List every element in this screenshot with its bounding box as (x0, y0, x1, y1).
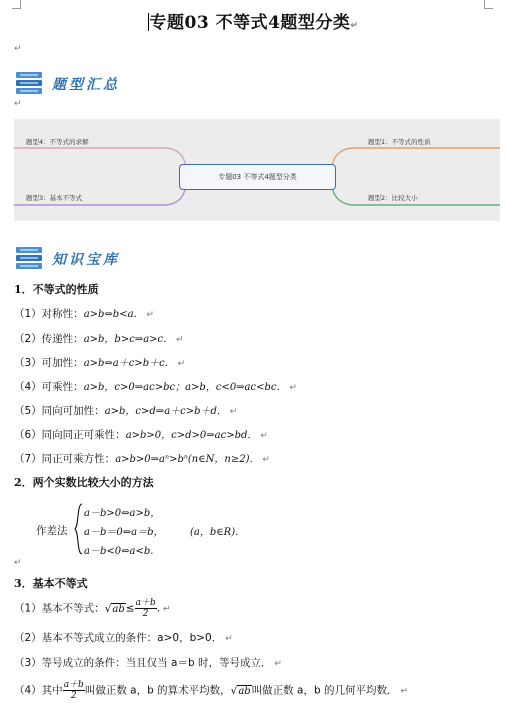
item-text: 叫做正数 a，b 的几何平均数． (251, 684, 398, 697)
case-line: a－b＝0⇔a＝b， (84, 527, 164, 538)
radicand: ab (238, 685, 251, 697)
list-item (14, 378, 297, 394)
text-cursor (148, 13, 149, 31)
item-label: （7）同正可乘方性： (14, 453, 116, 465)
mindmap-diagram (14, 119, 500, 221)
item-expr: a>b，c>d⇒a＋c>b＋d． (104, 406, 227, 417)
item-label: （6）同向同正可乘性： (14, 429, 126, 441)
paragraph-mark-icon: ↵ (174, 359, 186, 369)
item-expr: a>b>0⇒aⁿ>bⁿ(n∈N，n≥2)． (115, 454, 260, 465)
item-expr: a>b⇔b<a． (83, 309, 144, 320)
item-label: （5）同向可加性： (14, 405, 105, 417)
list-item (14, 402, 237, 418)
banner-label: 题型汇总 (52, 77, 120, 93)
item-expr: a>b⇔a＋c>b＋c． (83, 358, 175, 369)
item-text: （2）基本不等式成立的条件：a>0，b>0． (14, 632, 223, 644)
list-item (14, 655, 282, 670)
list-item (14, 330, 184, 346)
sqrt-expr: √ab (104, 602, 125, 615)
paragraph-mark-icon: ↵ (14, 558, 22, 568)
radicand: ab (112, 603, 125, 615)
item-text: 叫做正数 a，b 的算术平均数， (84, 684, 231, 697)
banner-label: 知识宝库 (52, 252, 120, 268)
item-expr: a>b，c>0⇒ac>bc；a>b，c<0⇒ac<bc． (83, 382, 287, 393)
books-stack-icon (14, 245, 46, 271)
list-item (14, 354, 185, 370)
section-banner-knowledge (14, 245, 214, 273)
item-label: （3）可加性： (14, 357, 84, 369)
mindmap-leaf-type4: 题型4：不等式的求解 (26, 138, 89, 146)
item-expr: a>b>0，c>d>0⇒ac>bd． (125, 430, 258, 441)
paragraph-mark-icon: ↵ (14, 99, 22, 109)
fraction (135, 598, 157, 619)
list-item (14, 598, 170, 619)
item-label: （4）可乘性： (14, 381, 84, 393)
paragraph-mark-icon: ↵ (14, 44, 22, 54)
mindmap-leaf-type1: 题型1：不等式的性质 (368, 138, 431, 146)
section-banner-summary (14, 70, 214, 98)
books-stack-icon (14, 70, 46, 96)
section2-heading: 2．两个实数比较大小的方法 (14, 476, 154, 489)
list-item (14, 305, 154, 321)
list-item (14, 426, 268, 442)
paragraph-mark-icon: ↵ (222, 634, 233, 644)
fraction-denominator: 2 (70, 691, 77, 701)
paragraph-mark-icon: ↵ (143, 310, 154, 320)
paragraph-mark-icon: ↵ (160, 604, 171, 615)
fraction-numerator: a＋b (63, 680, 84, 690)
paragraph-mark-icon: ↵ (259, 455, 270, 465)
sqrt-expr: √ab (230, 684, 251, 697)
item-text: （4）其中 (14, 684, 63, 697)
fraction (63, 680, 85, 701)
paragraph-mark-icon: ↵ (286, 383, 297, 393)
list-item (14, 450, 270, 466)
fraction-denominator: 2 (142, 609, 149, 619)
mindmap-center-node: 专题03 不等式4题型分类 (179, 164, 336, 190)
paragraph-mark-icon: ↵ (226, 407, 238, 417)
case-condition: (a，b∈R)． (190, 527, 246, 538)
paragraph-mark-icon: ↵ (173, 335, 184, 345)
paragraph-mark-icon: ↵ (397, 686, 408, 697)
left-brace-icon (74, 503, 84, 555)
item-label: （1）基本不等式： (14, 602, 105, 615)
page-title-text: 专题03 不等式4题型分类 (149, 13, 351, 33)
paragraph-mark-icon: ↵ (257, 431, 268, 441)
method-label: 作差法 (36, 525, 68, 537)
le-symbol: ≤ (125, 602, 135, 615)
section1-heading: 1．不等式的性质 (14, 283, 99, 296)
item-label: （2）传递性： (14, 333, 84, 345)
list-item (14, 680, 408, 701)
list-item (14, 630, 233, 645)
item-label: （1）对称性： (14, 308, 84, 320)
mindmap-leaf-type3: 题型3：基本不等式 (26, 194, 83, 202)
paragraph-mark-icon: ↵ (271, 659, 282, 669)
case-line: a－b>0⇔a>b， (84, 508, 161, 519)
page-title (0, 8, 506, 33)
section3-heading: 3．基本不等式 (14, 577, 88, 590)
item-end: . (156, 602, 161, 615)
paragraph-mark-icon: ↵ (350, 21, 359, 31)
item-text: （3）等号成立的条件：当且仅当 a＝b 时，等号成立． (14, 657, 272, 669)
mindmap-leaf-type2: 题型2：比较大小 (368, 194, 418, 202)
case-line: a－b<0⇔a<b. (84, 546, 154, 557)
fraction-numerator: a＋b (135, 598, 156, 608)
item-expr: a>b，b>c⇒a>c． (83, 334, 174, 345)
